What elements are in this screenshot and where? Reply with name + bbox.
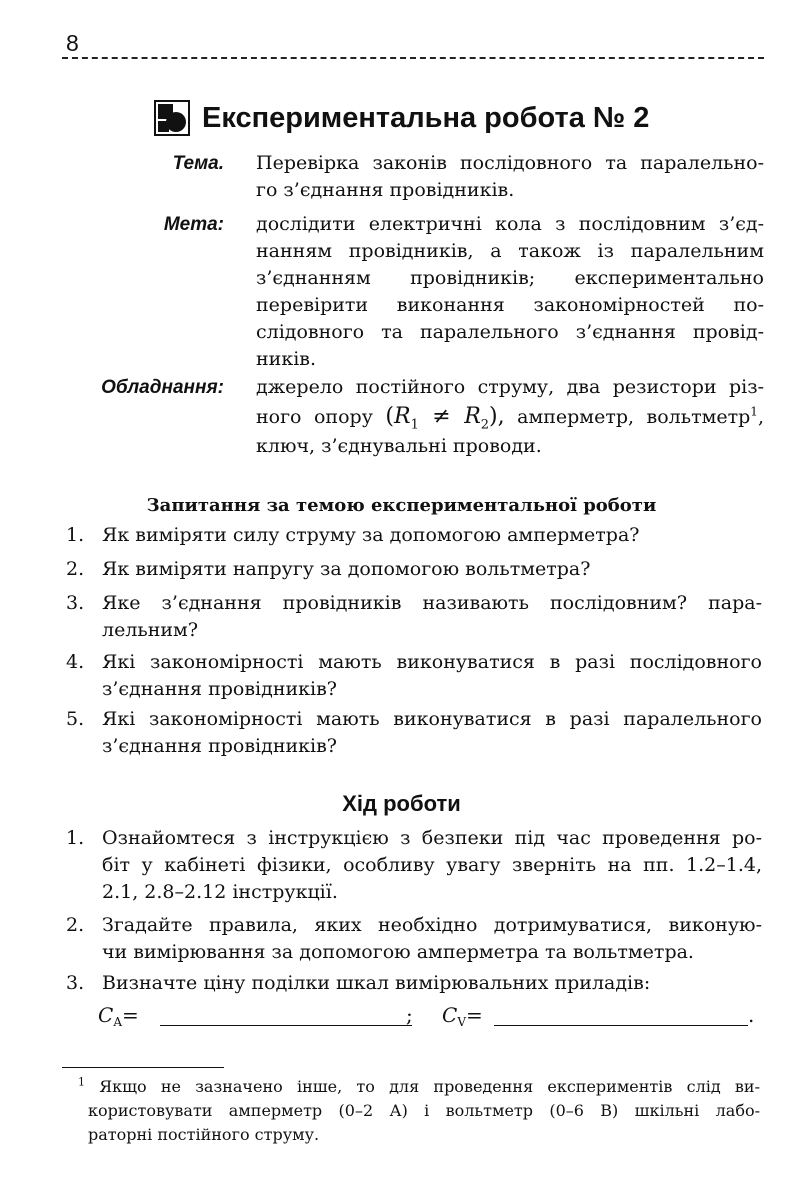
experiment-icon [154,100,190,136]
topic-label: Тема. [172,153,224,174]
text-line: Як виміряти напругу за допомогою вольтметра? [102,558,591,580]
ca-subscript: A [113,1015,122,1029]
ca-answer-blank[interactable] [160,1025,412,1026]
text-line: нанням провідників, а також із паралельним [256,240,764,262]
header-rule [62,57,764,59]
separator: ; [406,1003,413,1027]
cv-label [442,1001,483,1036]
text-line: го з’єднання провідників. [256,179,515,201]
footnote-line: користовувати амперметр (0–2 А) і вольтметр (0–6 В) шкільні лабо- [88,1101,760,1120]
text-line: перевірити виконання закономірностей по- [256,294,764,316]
cv-answer-blank[interactable] [494,1025,748,1026]
text-line: слідовного та паралельного з’єднання провід- [256,321,764,343]
item-number: 1. [66,827,85,849]
scale-division-fields [98,1001,758,1031]
text-fragment: ного опору [256,406,373,428]
item-number: 1. [66,524,85,546]
cv-subscript: V [457,1015,466,1029]
item-number: 2. [66,914,85,936]
text-line: чи вимірювання за допомогою амперметра та вольтметра. [102,941,694,963]
r1-symbol: R [393,404,411,429]
goal-text [256,211,764,373]
text-line: дослідити електричні кола з послідовним з’єд- [256,213,764,235]
text-line: з’єднання провідників? [102,735,337,757]
text-line: біт у кабінеті фізики, особливу увагу зверніть на пп. 1.2–1.4, [102,854,762,876]
equipment-label: Обладнання: [101,377,224,398]
footnote-line [78,1075,760,1099]
text-line: з’єднання провідників? [102,678,337,700]
r1-subscript: 1 [410,417,419,433]
equals-sign: = [465,1003,483,1027]
text-line: Які закономірності мають виконуватися в разі послідовного [102,651,762,673]
page-title: Експериментальна робота № 2 [202,102,650,134]
item-number: 4. [66,651,85,673]
ca-label [98,1001,139,1036]
item-number: 2. [66,558,85,580]
text-line: 2.1, 2.8–2.12 інструкції. [102,881,338,903]
text-line: ників. [256,348,317,370]
text-line: Визначте ціну поділки шкал вимірювальних приладів: [102,972,651,994]
text-line: Які закономірності мають виконуватися в разі паралельного [102,708,762,730]
footnote-text: Якщо не зазначено інше, то для проведення експериментів слід ви- [99,1077,760,1096]
text-line: лельним? [102,619,199,641]
footnote-line: раторні постійного струму. [88,1125,320,1144]
item-number: 3. [66,972,85,994]
text-line: джерело постійного струму, два резистори різ- [256,376,764,398]
topic-text [256,150,764,204]
item-number: 3. [66,592,85,614]
title-block [154,98,649,138]
text-line: Яке з’єднання провідників називають послідовним? пара- [102,592,762,614]
footnote-mark: 1 [78,1075,85,1089]
text-line: Згадайте правила, яких необхідно дотримуватися, виконую- [102,914,762,936]
text-fragment: , [757,406,764,428]
item-number: 5. [66,708,85,730]
equipment-text [256,374,764,460]
not-equal-sign: ≠ [432,404,451,429]
resistance-inequality: $(R_1 \ne R_2)$, [385,404,505,433]
footnote-rule [62,1067,224,1068]
procedure-heading: Хід роботи [342,791,461,816]
cv-symbol: C [442,1003,458,1027]
text-line: Перевірка законів послідовного та паралельно- [256,152,764,174]
text-line: з’єднанням провідників; експериментально [256,267,764,289]
text-line-formula [256,401,764,433]
ca-symbol: C [98,1003,114,1027]
r2-subscript: 2 [480,417,490,433]
text-fragment: амперметр, вольтметр [517,406,751,428]
footnote [78,1075,760,1147]
footnote-ref[interactable]: 1 [750,404,758,419]
page-number: 8 [66,30,79,56]
goal-label: Мета: [163,214,224,235]
text-line: Ознайомтеся з інструкцією з безпеки під час проведення ро- [102,827,762,849]
text-line: Як виміряти силу струму за допомогою амперметра? [102,524,640,546]
period: . [748,1003,755,1027]
r2-symbol: R [464,404,481,429]
questions-heading: Запитання за темою експериментальної роботи [146,495,657,516]
equals-sign: = [121,1003,139,1027]
text-line: ключ, з’єднувальні проводи. [256,435,542,457]
